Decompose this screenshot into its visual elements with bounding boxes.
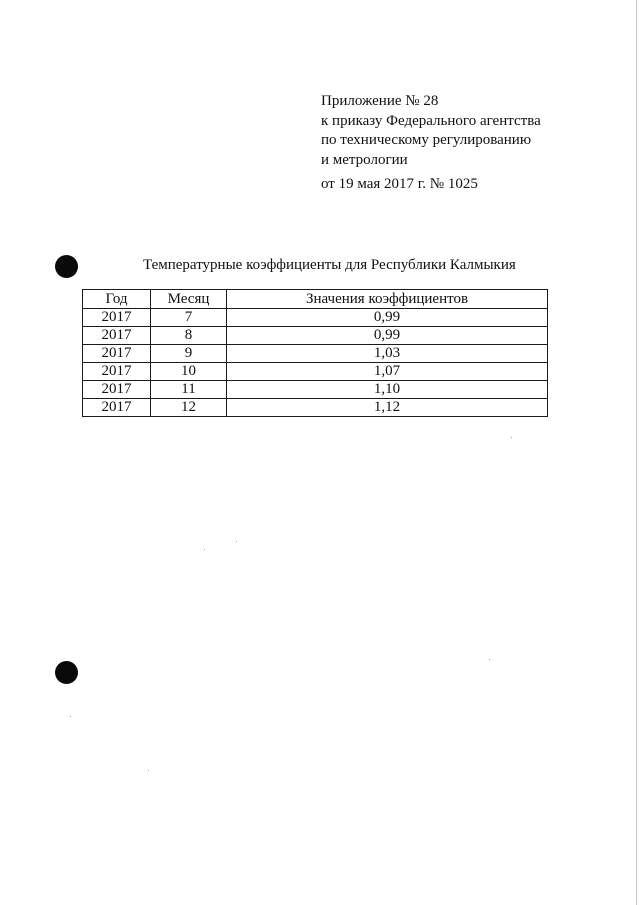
table-row: [83, 345, 548, 363]
punch-hole-top: [55, 255, 78, 278]
cell-month: 11: [151, 381, 227, 399]
scan-speck: [489, 659, 490, 660]
scan-speck: [511, 437, 512, 438]
cell-year: 2017: [83, 345, 151, 363]
appendix-header: [321, 92, 621, 195]
cell-value: 1,12: [227, 399, 548, 417]
scan-speck: [70, 716, 71, 717]
punch-hole-bottom: [55, 661, 78, 684]
cell-month: 9: [151, 345, 227, 363]
order-reference-line-2: по техническому регулированию: [321, 132, 532, 148]
header-year: Год: [83, 290, 151, 309]
cell-year: 2017: [83, 381, 151, 399]
cell-value: 1,03: [227, 345, 548, 363]
table-row: [83, 381, 548, 399]
header-coefficient-values: Значения коэффициентов: [227, 290, 548, 309]
order-reference-line-3: и метрологии: [321, 151, 408, 168]
table-header-row: [83, 290, 548, 309]
order-date: от 19 мая 2017 г. № 1025: [321, 176, 478, 192]
scan-speck: [148, 770, 149, 771]
scan-speck: [236, 541, 237, 542]
cell-year: 2017: [83, 363, 151, 381]
table-row: [83, 363, 548, 381]
scan-edge-line: [636, 0, 637, 905]
table-row: [83, 327, 548, 345]
coefficients-table: [82, 289, 548, 417]
table-row: [83, 399, 548, 417]
header-month: Месяц: [151, 290, 227, 309]
cell-month: 10: [151, 363, 227, 381]
cell-month: 12: [151, 399, 227, 417]
table-title: Температурные коэффициенты для Республики Калмыкия: [143, 257, 516, 273]
order-reference-line-1: к приказу Федерального агентства: [321, 112, 541, 129]
cell-value: 0,99: [227, 327, 548, 345]
cell-value: 0,99: [227, 309, 548, 327]
cell-value: 1,07: [227, 363, 548, 381]
cell-year: 2017: [83, 327, 151, 345]
appendix-number: Приложение № 28: [321, 93, 439, 109]
cell-month: 8: [151, 327, 227, 345]
cell-year: 2017: [83, 309, 151, 327]
cell-year: 2017: [83, 399, 151, 417]
scan-speck: [204, 549, 205, 550]
cell-value: 1,10: [227, 381, 548, 399]
cell-month: 7: [151, 309, 227, 327]
table-row: [83, 309, 548, 327]
